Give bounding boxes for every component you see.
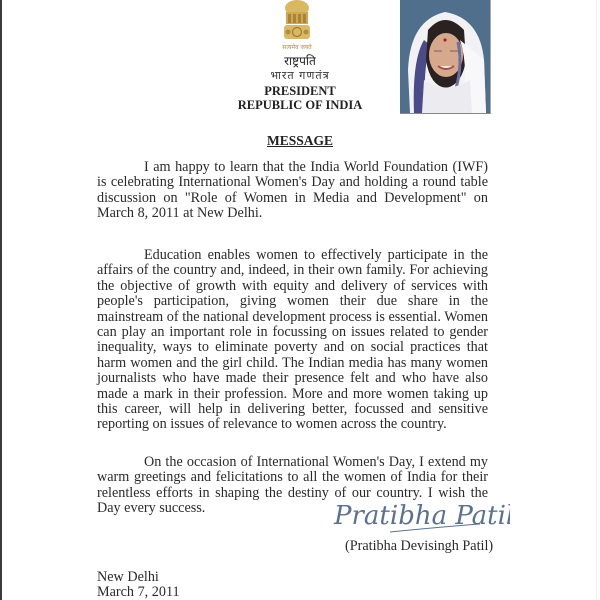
paragraph-text: Education enables women to effectively participate in the affairs of the country and, indeed, in their own family. For achieving the objective of growth with equity and delivery of services with people's participation, giving women their due share in the mainstream of the national development process is essential. Women can play an important role in focussing on issues related to gender inequality, ways to eliminate poverty and on social practices that harm women and the girl child. The Indian media has many women journalists who have made their presence felt and who have also made a mark in their profession. More and more women taking up this career, will help in delivering better, focussed and sensitive reporting on issues of relevance to women across the country.	[97, 247, 488, 433]
national-emblem-icon	[272, 0, 322, 52]
letterhead-title: PRESIDENT	[264, 84, 336, 98]
paragraph-text: On the occasion of International Women's Day, I extend my warm greetings and felicitations to all the women of India for their relentless efforts in shaping the destiny of our country. I wish the Day every success.	[97, 454, 488, 517]
handwritten-signature	[330, 494, 510, 536]
message-paragraph-2	[97, 248, 488, 433]
message-paragraph-1	[97, 160, 488, 222]
date: March 7, 2011	[97, 584, 180, 600]
paragraph-text: I am happy to learn that the India World Foundation (IWF) is celebrating International Women's Day and holding a round table discussion on "Role of Women in Media and Development" on March 8, 2011 at New Delhi.	[97, 159, 488, 222]
message-heading: MESSAGE	[266, 133, 334, 148]
president-portrait	[400, 0, 491, 114]
place-and-date	[97, 570, 180, 600]
svg-text:सत्यमेव जयते: सत्यमेव जयते	[282, 44, 312, 51]
letterhead	[200, 54, 400, 112]
hindi-subtitle: भारत गणतंत्र	[270, 69, 330, 82]
letterhead-subtitle: REPUBLIC OF INDIA	[237, 98, 363, 112]
hindi-title: राष्ट्रपति	[284, 54, 316, 68]
svg-text:Pratibha Patil: Pratibha Patil	[334, 501, 510, 531]
page-right-edge	[596, 0, 597, 600]
signatory-name: (Pratibha Devisingh Patil)	[345, 538, 494, 554]
page-left-border	[0, 0, 2, 600]
place: New Delhi	[97, 569, 159, 585]
